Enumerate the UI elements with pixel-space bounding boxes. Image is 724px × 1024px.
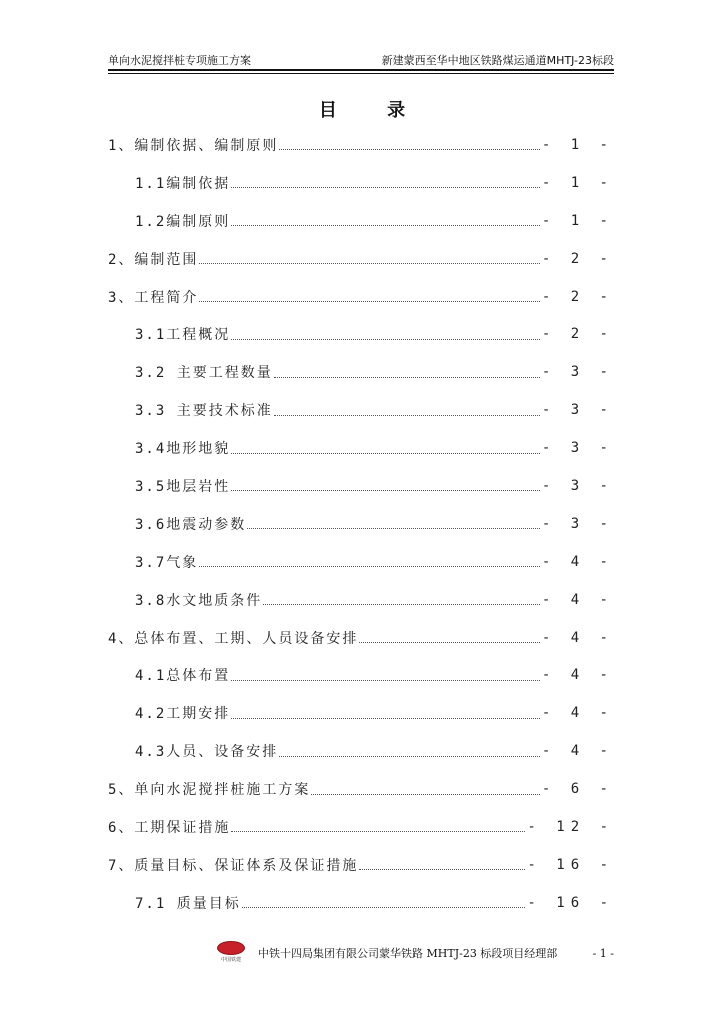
toc-entry-label: 2、编制范围 <box>108 251 199 268</box>
toc-dot-leader <box>311 794 539 795</box>
toc-entry[interactable] <box>108 278 614 316</box>
toc-entry[interactable] <box>108 467 614 505</box>
toc-dot-leader <box>231 225 540 226</box>
toc-entry[interactable] <box>108 543 614 581</box>
toc-entry-label: 3.6地震动参数 <box>135 516 247 533</box>
toc-entry[interactable] <box>108 732 614 770</box>
toc-dot-leader <box>231 831 525 832</box>
toc-entry[interactable] <box>108 808 614 846</box>
toc-entry[interactable] <box>108 202 614 240</box>
logo-text: 中国铁建 <box>220 957 241 963</box>
toc-entry-label: 7.1 质量目标 <box>135 895 241 912</box>
toc-entry[interactable] <box>108 429 614 467</box>
toc-entry-page: - 3 - <box>541 440 614 457</box>
toc-dot-leader <box>242 907 526 908</box>
toc-entry-page: - 16 - <box>527 894 614 911</box>
toc-entry-label: 3.5地层岩性 <box>135 478 231 495</box>
toc-entry-label: 5、单向水泥搅拌桩施工方案 <box>108 782 311 799</box>
toc-entry[interactable] <box>108 694 614 732</box>
toc-entry-page: - 4 - <box>541 667 614 684</box>
toc-dot-leader <box>279 756 540 757</box>
company-logo <box>216 941 246 965</box>
toc-dot-leader <box>247 528 540 529</box>
toc-dot-leader <box>231 680 540 681</box>
toc-entry-label: 7、质量目标、保证体系及保证措施 <box>108 857 359 874</box>
table-of-contents <box>108 126 614 922</box>
toc-dot-leader <box>263 604 540 605</box>
toc-entry-label: 4.1总体布置 <box>135 668 231 685</box>
toc-entry-page: - 16 - <box>527 856 614 873</box>
toc-entry-page: - 12 - <box>527 818 614 835</box>
toc-entry-label: 3、工程简介 <box>108 289 199 306</box>
toc-entry-label: 6、工期保证措施 <box>108 819 231 836</box>
toc-entry[interactable] <box>108 353 614 391</box>
toc-entry-page: - 4 - <box>541 553 614 570</box>
toc-title: 目 录 <box>318 100 428 121</box>
toc-dot-leader <box>359 869 525 870</box>
toc-entry-page: - 1 - <box>541 136 614 153</box>
crcc-logo-icon <box>217 941 245 955</box>
toc-entry[interactable] <box>108 126 614 164</box>
toc-entry-label: 3.2 主要工程数量 <box>135 365 273 382</box>
toc-dot-leader <box>231 187 540 188</box>
toc-entry-label: 4.2工期安排 <box>135 706 231 723</box>
toc-entry[interactable] <box>108 656 614 694</box>
toc-entry-label: 3.7气象 <box>135 554 199 571</box>
toc-dot-leader <box>199 301 539 302</box>
toc-dot-leader <box>199 263 539 264</box>
toc-entry-page: - 3 - <box>541 477 614 494</box>
toc-entry-page: - 2 - <box>541 288 614 305</box>
toc-dot-leader <box>279 149 539 150</box>
page-header <box>108 50 614 71</box>
page-footer <box>216 940 614 966</box>
header-right-title: 新建蒙西至华中地区铁路煤运通道MHTJ-23标段 <box>381 54 614 67</box>
toc-entry[interactable] <box>108 619 614 657</box>
toc-entry-page: - 4 - <box>541 743 614 760</box>
toc-entry-label: 3.1工程概况 <box>135 327 231 344</box>
toc-entry-page: - 4 - <box>541 705 614 722</box>
toc-entry-label: 1.1编制依据 <box>135 175 231 192</box>
toc-entry-label: 1、编制依据、编制原则 <box>108 137 279 154</box>
toc-entry-label: 3.4地形地貌 <box>135 441 231 458</box>
toc-entry-label: 3.3 主要技术标准 <box>135 403 273 420</box>
toc-entry[interactable] <box>108 164 614 202</box>
toc-dot-leader <box>199 566 540 567</box>
toc-entry-page: - 2 - <box>541 250 614 267</box>
toc-entry-page: - 4 - <box>541 629 614 646</box>
toc-entry[interactable] <box>108 391 614 429</box>
toc-dot-leader <box>274 415 540 416</box>
toc-entry-page: - 3 - <box>541 364 614 381</box>
toc-entry-page: - 6 - <box>541 781 614 798</box>
toc-dot-leader <box>231 718 540 719</box>
header-left-title: 单向水泥搅拌桩专项施工方案 <box>108 54 251 67</box>
toc-entry[interactable] <box>108 581 614 619</box>
toc-entry[interactable] <box>108 240 614 278</box>
toc-dot-leader <box>231 453 540 454</box>
toc-entry-label: 4、总体布置、工期、人员设备安排 <box>108 630 359 647</box>
toc-entry[interactable] <box>108 884 614 922</box>
toc-entry-page: - 1 - <box>541 174 614 191</box>
toc-entry-page: - 3 - <box>541 402 614 419</box>
toc-entry[interactable] <box>108 846 614 884</box>
toc-dot-leader <box>231 490 540 491</box>
toc-entry-label: 3.8水文地质条件 <box>135 592 263 609</box>
toc-entry-label: 1.2编制原则 <box>135 213 231 230</box>
toc-dot-leader <box>359 642 539 643</box>
toc-entry-page: - 3 - <box>541 515 614 532</box>
toc-entry-label: 4.3人员、设备安排 <box>135 744 279 761</box>
toc-dot-leader <box>231 339 540 340</box>
toc-entry-page: - 4 - <box>541 591 614 608</box>
toc-entry-page: - 2 - <box>541 326 614 343</box>
toc-entry-page: - 1 - <box>541 212 614 229</box>
toc-entry[interactable] <box>108 770 614 808</box>
footer-page-number: - 1 - <box>592 946 614 960</box>
toc-dot-leader <box>274 377 540 378</box>
toc-entry[interactable] <box>108 505 614 543</box>
toc-entry[interactable] <box>108 315 614 353</box>
footer-company: 中铁十四局集团有限公司蒙华铁路 MHTJ-23 标段项目经理部 <box>258 947 558 960</box>
